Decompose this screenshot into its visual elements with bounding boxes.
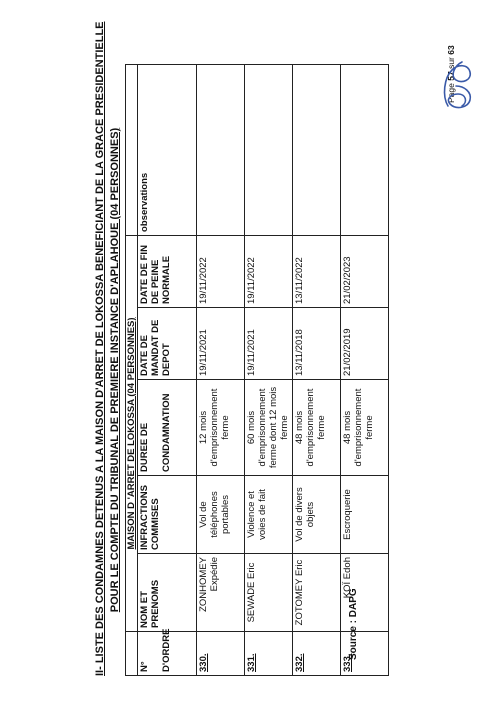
cell-duree: 48 mois d'emprisonnement ferme (293, 380, 341, 476)
table-row (293, 65, 341, 676)
cell-mandat: 19/11/2021 (197, 308, 245, 380)
cell-duree: 48 mois d'emprisonnement ferme (341, 380, 389, 476)
page-number: Page 57 sur 63 (446, 45, 456, 103)
table-row (341, 65, 389, 676)
document-title-line-1: II- LISTE DES CONDAMNES DETENUS A LA MAISON D'ARRET DE LOKOSSA BENEFICIANT DE LA GRACE PRESIDENTIELLE (94, 21, 106, 676)
cell-fin: 19/11/2022 (197, 235, 245, 307)
cell-num: 331. (245, 632, 293, 676)
source-note: Source : DAPG (348, 588, 359, 660)
cell-obs (245, 65, 293, 236)
cell-fin: 13/11/2022 (293, 235, 341, 307)
cell-duree: 12 mois d'emprisonnement ferme (197, 380, 245, 476)
header-duree: DUREE DE CONDAMNATION (138, 380, 197, 476)
cell-fin: 19/11/2022 (245, 235, 293, 307)
header-fin: DATE DE FIN DE PEINE NORMALE (138, 235, 197, 307)
cell-obs (341, 65, 389, 236)
cell-obs (293, 65, 341, 236)
cell-nom: ZOTOMEY Eric (293, 554, 341, 632)
cell-duree: 60 mois d'emprisonnement ferme dont 12 mois ferme (245, 380, 293, 476)
handwritten-signature (440, 56, 476, 112)
detainees-table (125, 64, 389, 676)
cell-infraction: Escroquerie (341, 476, 389, 554)
section-title: MAISON D 'ARRET DE LOKOSSA (04 PERSONNES) (126, 235, 138, 631)
header-nom: NOM ET PRENOMS (138, 554, 197, 632)
cell-nom: KOÏ Edoh (341, 554, 389, 632)
table-row (245, 65, 293, 676)
document-title-line-2: POUR LE COMPTE DU TRIBUNAL DE PREMIERE INSTANCE D'APLAHOUE (04 PERSONNES) (109, 127, 121, 613)
cell-mandat: 13/11/2018 (293, 308, 341, 380)
cell-obs (197, 65, 245, 236)
cell-nom: SEWADE Eric (245, 554, 293, 632)
cell-mandat: 21/02/2019 (341, 308, 389, 380)
header-row (138, 65, 197, 676)
header-observations: observations (138, 65, 197, 236)
rotated-page-content (92, 21, 390, 676)
cell-mandat: 19/11/2021 (245, 308, 293, 380)
section-row (126, 65, 138, 676)
cell-nom: ZONHOMEY Expédie (197, 554, 245, 632)
table-row (197, 65, 245, 676)
cell-num: 333. (341, 632, 389, 676)
header-ordre: N° D'ORDRE (138, 632, 197, 676)
cell-infraction: Vol de divers objets (293, 476, 341, 554)
cell-fin: 21/02/2023 (341, 235, 389, 307)
cell-num: 330. (197, 632, 245, 676)
cell-num: 332. (293, 632, 341, 676)
header-infractions: INFRACTIONS COMMISES (138, 476, 197, 554)
header-mandat: DATE DE MANDAT DE DEPOT (138, 308, 197, 380)
cell-infraction: Violence et voies de fait (245, 476, 293, 554)
cell-infraction: Vol de téléphones portables (197, 476, 245, 554)
